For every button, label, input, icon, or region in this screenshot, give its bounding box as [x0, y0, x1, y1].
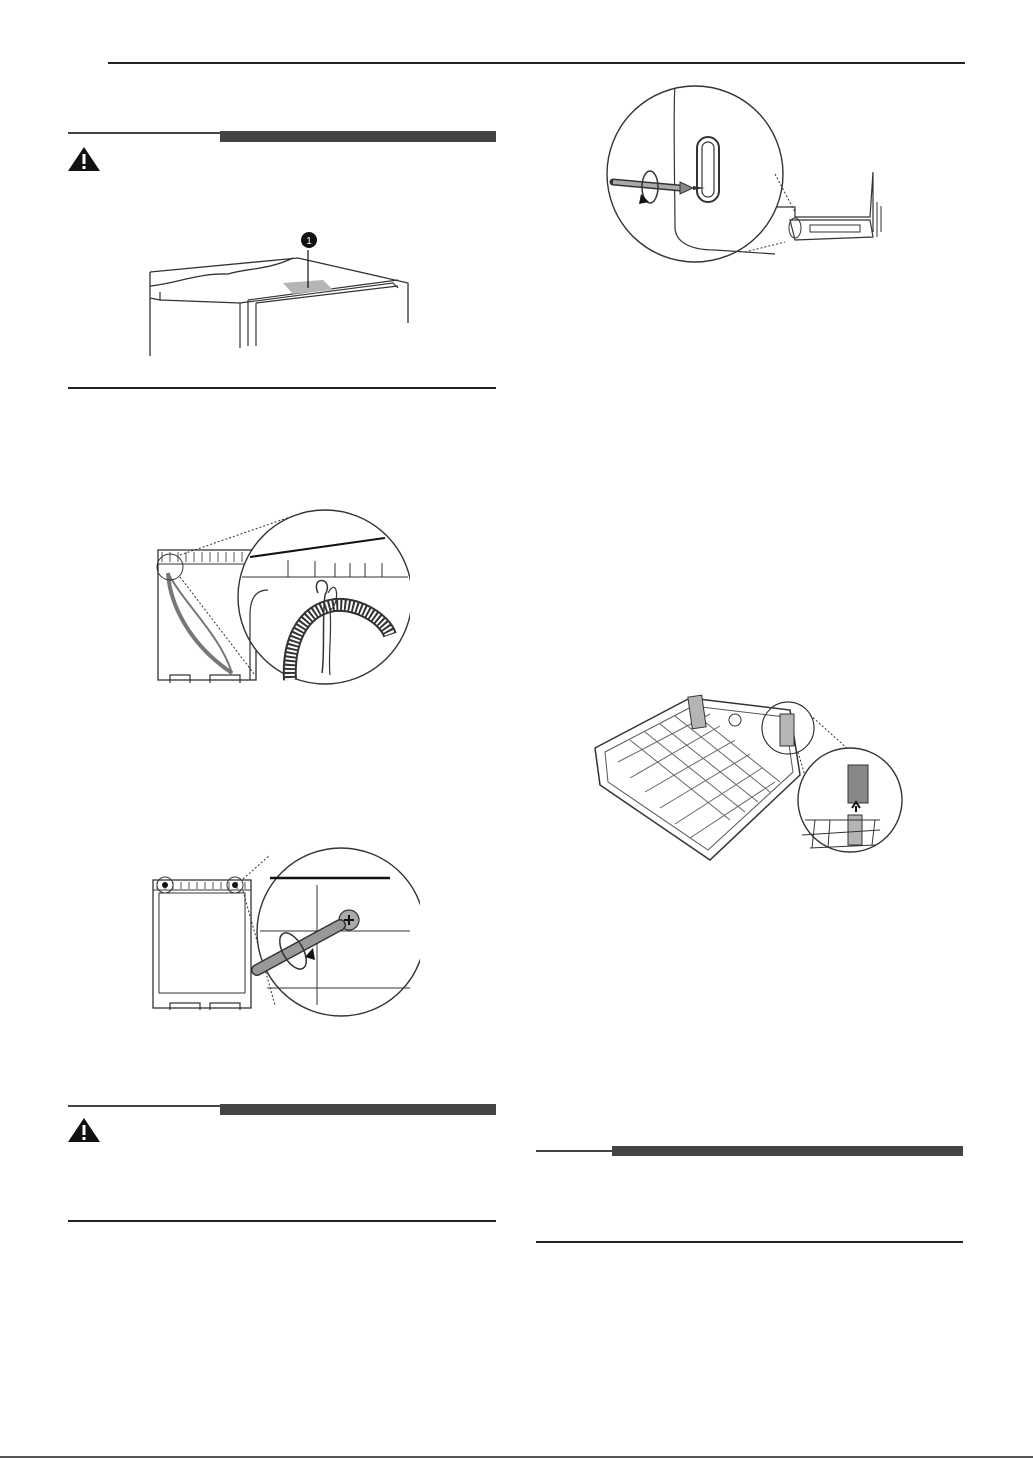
svg-text:1: 1: [306, 236, 312, 247]
warning-box-bottom-rule: [68, 387, 496, 389]
top-screws-figure: [145, 845, 420, 1020]
warning-box-2-header-bar: [220, 1104, 496, 1115]
warning-box-header-bar: [220, 131, 496, 142]
rack-insert-figure: [590, 690, 910, 870]
note-box-header-bar: [612, 1146, 963, 1156]
hose-tie-figure: [150, 505, 410, 690]
footer-rule: [0, 1456, 1033, 1458]
warning-triangle-icon: [67, 146, 101, 172]
note-box-bottom-rule: [536, 1241, 963, 1243]
warning-box-2-bottom-rule: [68, 1220, 496, 1222]
warning-triangle-icon: [67, 1117, 101, 1143]
header-rule: [108, 62, 965, 64]
appliance-top-illustration: [148, 228, 418, 358]
front-leg-screw-figure: [605, 82, 900, 267]
